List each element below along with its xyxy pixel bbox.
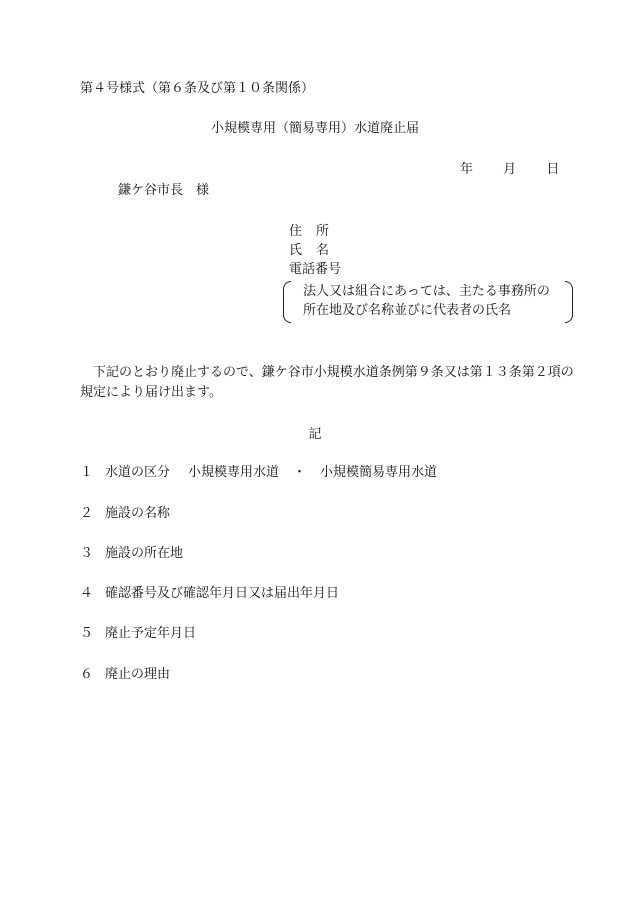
item-facility-name: [80, 505, 170, 523]
item-number: ６: [80, 667, 94, 682]
note-line-1: 法人又は組合にあっては、主たる事務所の: [303, 284, 550, 299]
ki-heading: 記: [308, 427, 322, 442]
date-line: [460, 161, 559, 179]
item-label: 施設の所在地: [105, 546, 184, 561]
separator: ・: [293, 465, 307, 480]
corporate-note: [283, 281, 573, 321]
date-day-label: 日: [546, 162, 560, 177]
item-facility-location: [80, 545, 183, 563]
item-number: ４: [80, 586, 94, 601]
item-confirmation-number: [80, 585, 339, 603]
addressee: 鎌ケ谷市長 様: [118, 183, 210, 198]
item-abolition-date: [80, 625, 196, 643]
left-bracket: [283, 281, 291, 323]
item-number: ２: [80, 506, 94, 521]
applicant-block: [289, 222, 343, 279]
option-small-simple-dedicated: 小規模簡易専用水道: [320, 465, 438, 480]
item-abolition-reason: [80, 666, 170, 684]
item-label: 水道の区分: [105, 465, 171, 480]
address-label: 住所: [289, 224, 344, 239]
note-line-2: 所在地及び名称並びに代表者の氏名: [303, 303, 512, 318]
item-label: 廃止の理由: [105, 667, 171, 682]
item-water-category: [80, 464, 437, 482]
item-number: １: [80, 465, 94, 480]
body-text: 下記のとおり廃止するので、鎌ケ谷市小規模水道条例第９条又は第１３条第２項の規定により届け出ます。: [80, 365, 574, 400]
right-bracket: [565, 281, 573, 323]
item-label: 廃止予定年月日: [105, 626, 197, 641]
date-year-label: 年: [460, 162, 474, 177]
document-title: 小規模専用（簡易専用）水道廃止届: [210, 121, 419, 136]
option-small-dedicated: 小規模専用水道: [188, 465, 280, 480]
form-number: 第４号様式（第６条及び第１０条関係）: [80, 81, 315, 96]
phone-label: 電話番号: [289, 262, 342, 277]
item-label: 確認番号及び確認年月日又は届出年月日: [105, 586, 340, 601]
item-number: ３: [80, 546, 94, 561]
date-month-label: 月: [503, 162, 517, 177]
item-label: 施設の名称: [105, 506, 171, 521]
name-label: 氏名: [289, 243, 344, 258]
item-number: ５: [80, 626, 94, 641]
